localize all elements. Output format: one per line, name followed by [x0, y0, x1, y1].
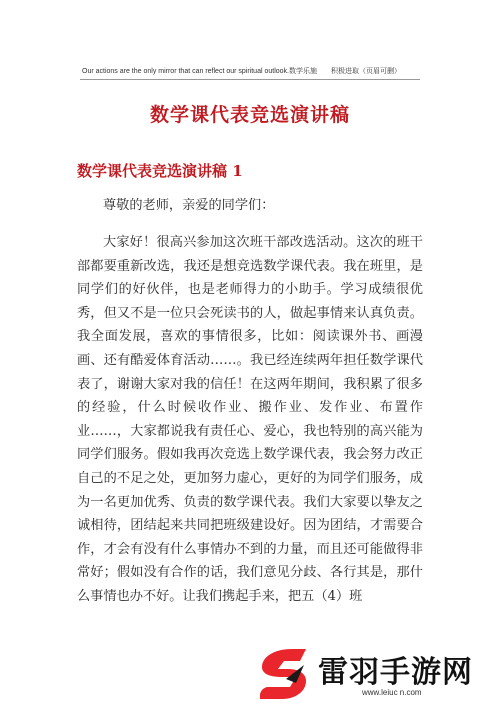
- watermark-brand: 雷羽手游网: [318, 655, 473, 690]
- section-title: 数学课代表竞选演讲稿 1: [77, 162, 243, 180]
- site-watermark: [248, 641, 500, 708]
- body-paragraph: 大家好！很高兴参加这次班干部改选活动。这次的班干部都要重新改选，我还是想竞选数学课代表。我在班里，是同学们的好伙伴，也是老师得力的小助手。学习成绩很优秀，但又不是一位只会死读书的人，做起事情来认真负责。我全面发展，喜欢的事情很多，比如：阅读课外书、画漫画、还有酷爱体育活动……。我已经连续两年担任数学课代表了，谢谢大家对我的信任！在这两年期间，我积累了很多的经验，什么时候收作业、搬作业、发作业、布置作业……，大家都说我有责任心、爱心，我也特别的高兴能为同学们服务。假如我再次竞选上数学课代表，我会努力改正自己的不足之处，更加努力虚心，更好的为同学们服务，成为一名更加优秀、负责的数学课代表。我们大家要以挚友之诚相待，团结起来共同把班级建设好。因为团结，才需要合作，才会有没有什么事情办不到的力量，而且还可能做得非常好；假如没有合作的话，我们意见分歧、各行其是，那什么事情也办不好。让我们携起手来，把五（4）班: [77, 235, 423, 604]
- greeting-text: 尊敬的老师，亲爱的同学们：: [103, 198, 275, 213]
- watermark-url[interactable]: www.leiuc n.com: [362, 688, 422, 697]
- header-divider: [80, 79, 420, 80]
- leiyu-logo-icon: [252, 643, 314, 705]
- header-motto: Our actions are the only mirror that can reflect our spiritual outlook.数学乐施 积极进取（页眉可删）: [82, 68, 401, 75]
- document-title: 数学课代表竞选演讲稿: [149, 104, 350, 126]
